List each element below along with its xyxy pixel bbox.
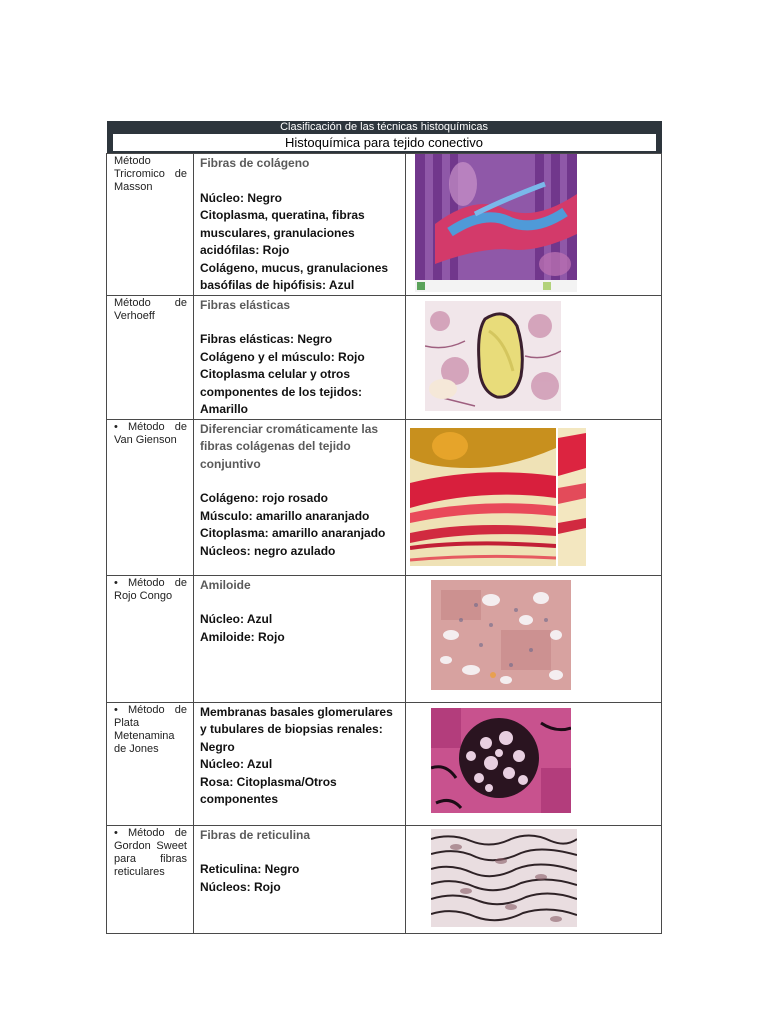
table-row <box>107 702 662 825</box>
congo-red-micrograph <box>431 580 571 690</box>
stain-target: Diferenciar cromáticamente las fibras colágenas del tejido conjuntivo <box>200 421 379 471</box>
stain-result: Núcleos: negro azulado <box>200 543 336 558</box>
stain-result: Citoplasma, queratina, fibras musculares, granulaciones acidófilas: Rojo <box>200 208 365 257</box>
method-name: • Método de Gordon Sweet para fibras reticulares <box>114 826 187 878</box>
stain-result: Núcleo: Negro <box>200 190 283 205</box>
method-name: Método de Verhoeff <box>114 296 187 322</box>
stain-target: Fibras de colágeno <box>200 156 310 170</box>
stain-result: Colágeno, mucus, granulaciones basófilas de hipófisis: Azul <box>200 260 389 292</box>
table-row <box>107 575 662 702</box>
stain-result: Fibras elásticas: Negro <box>200 332 333 346</box>
table-row <box>107 154 662 296</box>
method-name: • Método de Van Gienson <box>114 420 187 446</box>
histochemistry-table <box>106 121 662 934</box>
jones-silver-micrograph <box>431 708 571 813</box>
stain-result: Rosa: Citoplasma/Otros componentes <box>200 774 337 806</box>
method-name: • Método de Rojo Congo <box>114 576 187 602</box>
method-name: • Método de Plata Metenamina de Jones <box>114 703 187 755</box>
stain-result: Núcleos: Rojo <box>200 879 281 894</box>
gordon-sweet-reticulin-micrograph <box>431 829 577 927</box>
stain-result: Membranas basales glomerulares y tubulares de biopsias renales: Negro <box>200 704 393 754</box>
stain-result: Núcleo: Azul <box>200 612 273 626</box>
stain-result: Núcleo: Azul <box>200 757 273 771</box>
table-subtitle-bar <box>107 134 662 154</box>
masson-trichrome-micrograph <box>415 154 577 292</box>
table-row <box>107 825 662 933</box>
table-row <box>107 295 662 419</box>
stain-result: Reticulina: Negro <box>200 862 300 876</box>
stain-result: Citoplasma: amarillo anaranjado <box>200 526 386 540</box>
stain-result: Amiloide: Rojo <box>200 629 285 644</box>
stain-result: Colágeno y el músculo: Rojo <box>200 349 365 364</box>
method-name: Método Tricromico de Masson <box>114 155 187 193</box>
stain-target: Fibras elásticas <box>200 297 291 312</box>
table-row <box>107 419 662 575</box>
stain-target: Fibras de reticulina <box>200 827 311 842</box>
verhoeff-elastic-micrograph <box>425 301 561 411</box>
stain-target: Amiloide <box>200 577 251 592</box>
table-title: Clasificación de las técnicas histoquímicas <box>107 121 662 134</box>
stain-result: Músculo: amarillo anaranjado <box>200 508 370 523</box>
stain-result: Colágeno: rojo rosado <box>200 491 329 505</box>
stain-result: Citoplasma celular y otros componentes de los tejidos: Amarillo <box>200 367 363 416</box>
van-gieson-micrograph <box>410 428 586 566</box>
table-subtitle: Histoquímica para tejido conectivo <box>113 134 656 151</box>
